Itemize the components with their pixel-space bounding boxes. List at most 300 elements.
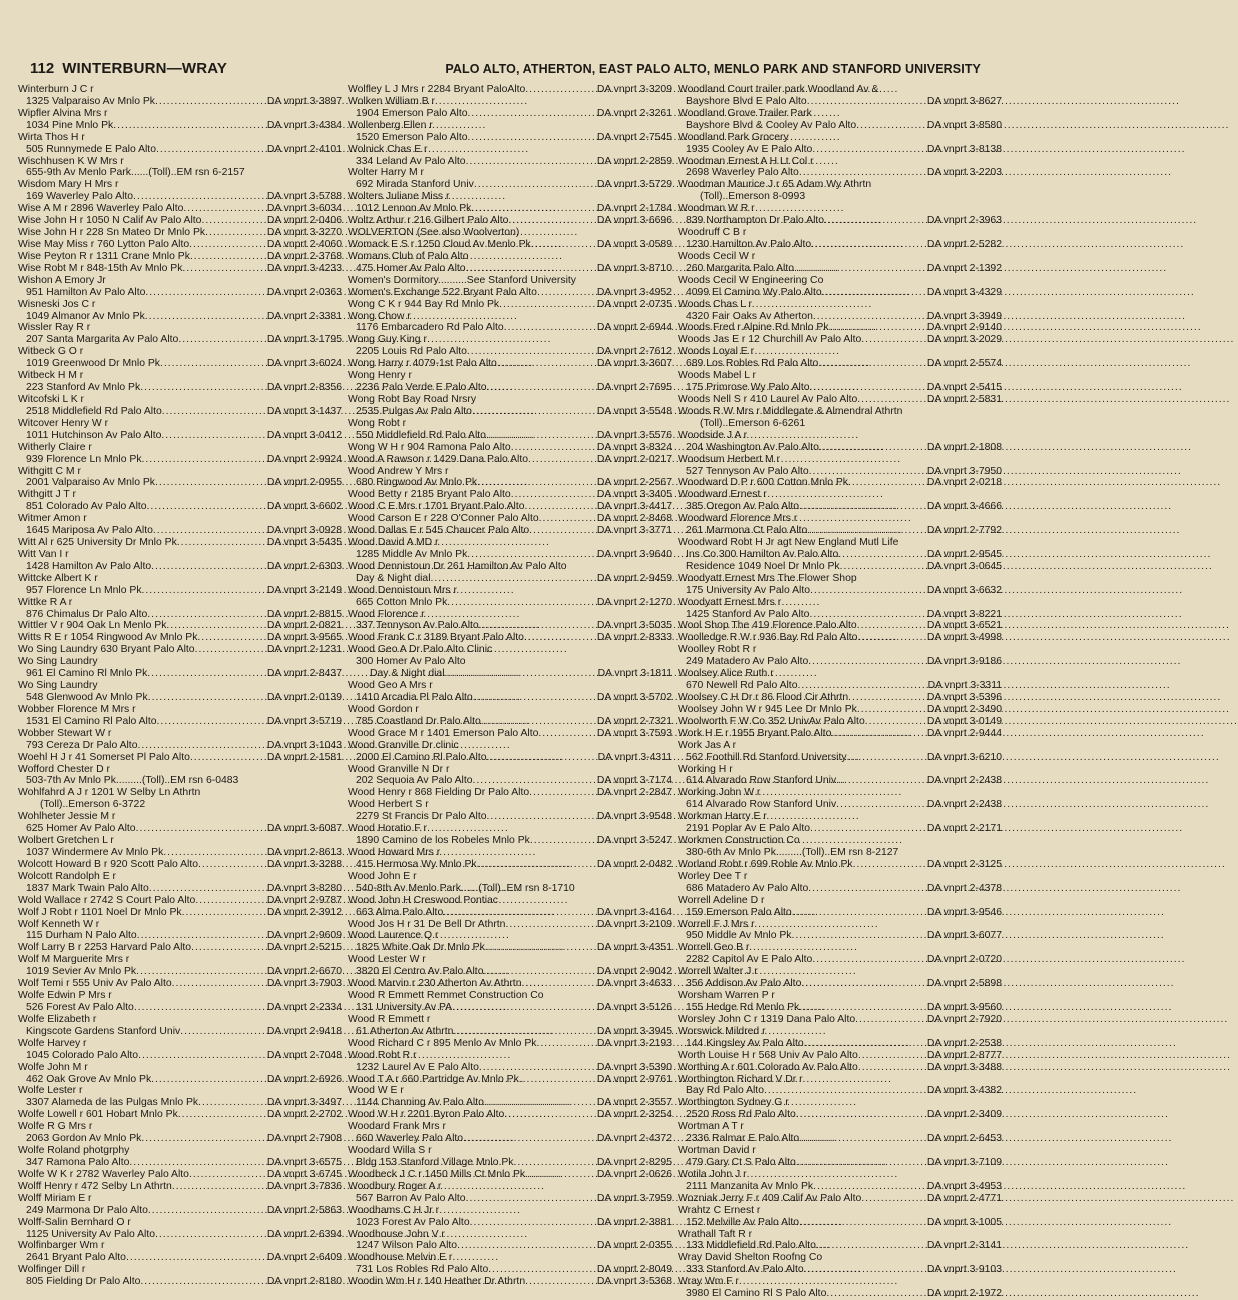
listing-text: Worth Louise H r 568 Univ Av Palo Alto [678, 1049, 858, 1061]
listing-row [678, 406, 1002, 418]
listing-text: 1125 University Av Palo Alto [26, 1228, 155, 1240]
phone-number: DA vnprt 3-4329 [926, 286, 1002, 298]
listing-row [678, 1121, 1002, 1133]
listing-text: Wolfe Harvey r [18, 1037, 87, 1049]
leader-dots [466, 156, 597, 168]
listing-text: Wood Geo A Dr Palo Alto Clinic [348, 644, 493, 656]
leader-dots [140, 382, 267, 394]
listing-text: 1935 Cooley Av E Palo Alto [686, 143, 813, 155]
leader-dots [524, 632, 597, 644]
listing-text: Woodyatt Ernest Mrs r [678, 596, 782, 608]
listing-text: Woodman W R r [678, 203, 755, 215]
phone-number: DA vnprt 3-5548 [596, 405, 672, 417]
listing-text: Woodman Maurice J r 65 Adam Wy Athrtn [678, 179, 872, 191]
leader-dots [198, 859, 267, 871]
phone-number: DA vnprt 3-7959 [596, 1192, 672, 1204]
listing-row [678, 96, 1002, 108]
listing-text: Wolff-Salin Bernhard O r [18, 1216, 131, 1228]
listing-text: Wolter Harry M r [348, 167, 425, 179]
listing-text: Wolfe John M r [18, 1061, 88, 1073]
leader-dots [525, 1169, 597, 1181]
listing-text: Wishon A Emory Jr [18, 274, 106, 286]
leader-dots [855, 1014, 927, 1026]
listing-row [348, 859, 672, 871]
listing-row [678, 1085, 1002, 1097]
leader-dots [809, 609, 926, 621]
listing-text: 202 Sequoia Av Palo Alto [356, 775, 473, 787]
listing-row [18, 549, 342, 561]
listing-text: Wolff Miriam E r [18, 1192, 92, 1204]
listing-text: Work H E r 1955 Bryant Palo Alto [678, 727, 832, 739]
phone-number: DA vnprt 3-4164 [596, 906, 672, 918]
listing-text: 1019 Greenwood Dr Mnlo Pk [26, 358, 160, 370]
leader-dots [519, 1074, 597, 1086]
leader-dots [529, 787, 597, 799]
listing-row [18, 668, 342, 680]
listing-row [678, 1002, 1002, 1014]
phone-number: DA vnprt 2-9140 [926, 322, 1002, 334]
listing-text: Womans Club of Palo Alto [348, 250, 469, 262]
listing-text: Wissler Ray R r [18, 322, 91, 334]
listing-row [678, 1026, 1002, 1038]
listing-row [348, 728, 672, 740]
phone-number: DA vnprt 2-0955 [266, 477, 342, 489]
leader-dots [443, 907, 597, 919]
phone-number: DA vnprt 3-3270 [266, 227, 342, 239]
leader-dots [147, 609, 267, 621]
listing-text: Women's Dormitory..........See Stanford University [348, 274, 576, 286]
listing-row [678, 191, 1002, 203]
listing-row [678, 442, 1002, 454]
listing-row [18, 489, 342, 501]
phone-number: DA vnprt 3-9548 [596, 811, 672, 823]
leader-dots [142, 454, 267, 466]
listing-row [18, 597, 342, 609]
directory-column-2 [348, 84, 672, 1288]
listing-row [18, 1026, 342, 1038]
listing-text: Wood A Rawson r 1429 Dana Palo Alto [348, 453, 529, 465]
phone-number: DA vnprt 3-9186 [926, 656, 1002, 668]
leader-dots [499, 299, 597, 311]
listing-text: Wolf J Robt r 1101 Noel Dr Mnlo Pk [18, 906, 182, 918]
listing-text: Wong Robt Bay Road Nrsry [348, 393, 477, 405]
listing-row [18, 477, 342, 489]
listing-text: 527 Tennyson Av Palo Alto [686, 465, 809, 477]
listing-text: 665 Cotton Mnlo Pk [356, 596, 448, 608]
listing-row [678, 1240, 1002, 1252]
listing-row [18, 513, 342, 525]
listing-row [18, 942, 342, 954]
listing-row [18, 251, 342, 263]
listing-text: 61 Atherton Av Athrtn [356, 1025, 454, 1037]
leader-dots [488, 1264, 597, 1276]
listing-row [18, 1121, 342, 1133]
listing-text: Woodland Park Grocery [678, 131, 789, 143]
listing-row [678, 215, 1002, 227]
listing-text: Wolbert Gretchen L r [18, 835, 114, 847]
listing-row [18, 287, 342, 299]
phone-number: DA vnprt 2-7321 [596, 715, 672, 727]
listing-text: Witcover Henry W r [18, 417, 109, 429]
leader-dots [824, 215, 927, 227]
phone-number: DA vnprt 3-5788 [266, 191, 342, 203]
listing-text: 159 Emerson Palo Alto [686, 906, 792, 918]
leader-dots [189, 239, 267, 251]
leader-dots [162, 406, 267, 418]
phone-number: DA vnprt 3-5390 [596, 1061, 672, 1073]
listing-text: Wood Carson E r 228 O'Conner Palo Alto [348, 513, 539, 525]
listing-row [18, 144, 342, 156]
listing-text: Wray David Shelton Roofng Co [678, 1252, 823, 1264]
listing-row [678, 740, 1002, 752]
listing-row [678, 358, 1002, 370]
listing-row [18, 191, 342, 203]
phone-number: DA vnprt 2-3963 [926, 215, 1002, 227]
listing-row [348, 311, 672, 323]
listing-text: 385 Oregon Av Palo Alto [686, 501, 800, 513]
phone-number: DA vnprt 2-1581 [266, 751, 342, 763]
listing-row [348, 752, 672, 764]
leader-dots [504, 1109, 597, 1121]
phone-number: DA vnprt 2-4101 [266, 143, 342, 155]
listing-text: Wise Peyton R r 1311 Crane Mnlo Pk [18, 250, 190, 262]
leader-dots [857, 704, 927, 716]
phone-number: DA vnprt 3-3405 [596, 489, 672, 501]
listing-text: 1023 Forest Av Palo Alto [356, 1216, 470, 1228]
phone-number: DA vnprt 3-3288 [266, 858, 342, 870]
listing-row [678, 525, 1002, 537]
listing-row [678, 919, 1002, 931]
listing-row [678, 1038, 1002, 1050]
listing-row [18, 692, 342, 704]
leader-dots [191, 942, 267, 954]
listing-text: Woltz Arthur r 216 Gilbert Palo Alto [348, 215, 509, 227]
listing-row [348, 883, 672, 895]
listing-text: 347 Ramona Palo Alto [26, 1156, 130, 1168]
leader-dots [861, 1193, 927, 1205]
listing-row [18, 311, 342, 323]
listing-text: Woodruff C B r [678, 227, 747, 239]
phone-number: DA vnprt 3-3771 [596, 525, 672, 537]
phone-number: DA vnprt 3-5126 [596, 1001, 672, 1013]
listing-text: 2282 Capitol Av E Palo Alto [686, 954, 813, 966]
listing-text: 614 Alvarado Row Stanford Univ [686, 799, 837, 811]
listing-row [678, 299, 1002, 311]
leader-dots [205, 227, 267, 239]
listing-text: Wong Chow r [348, 310, 411, 322]
listing-row [348, 215, 672, 227]
leader-dots [466, 1193, 597, 1205]
leader-dots [813, 1181, 927, 1193]
listing-row [678, 1288, 1002, 1300]
listing-text: Wood Frank C r 3189 Bryant Palo Alto [348, 632, 524, 644]
leader-dots [858, 1062, 927, 1074]
listing-row [348, 96, 672, 108]
listing-text: Wood Jos H r 31 De Bell Dr Athrtn [348, 918, 506, 930]
listing-row [18, 1264, 342, 1276]
listing-row [348, 620, 672, 632]
listing-text: 689 Los Robles Rd Palo Alto [686, 358, 819, 370]
listing-row [348, 692, 672, 704]
leader-dots [172, 978, 267, 990]
leader-dots [147, 501, 267, 513]
listing-text: Woodbury Roger A r [348, 1180, 442, 1192]
listing-row [348, 191, 672, 203]
listing-row [678, 1062, 1002, 1074]
leader-dots [147, 668, 267, 680]
listing-text: 957 Florence Ln Mnlo Pk [26, 584, 142, 596]
listing-text: 1012 Lennon Av Mnlo Pk [356, 203, 472, 215]
listing-text: Wolfinger Dill r [18, 1264, 86, 1276]
listing-text: Wood Gordon r [348, 703, 419, 715]
leader-dots [804, 1038, 927, 1050]
listing-row [18, 919, 342, 931]
listing-text: Wolfe Edwin P Mrs r [18, 990, 112, 1002]
phone-number: DA vnprt 3-4633 [596, 978, 672, 990]
leader-dots [133, 191, 267, 203]
phone-number: DA vnprt 3-5719 [266, 715, 342, 727]
listing-text: Wittler V r 904 Oak Ln Menlo Pk [18, 620, 167, 632]
phone-number: DA vnprt 3-9560 [926, 1001, 1002, 1013]
phone-number: DA vnprt 2-0218 [926, 477, 1002, 489]
listing-text: 1247 Wilson Palo Alto [356, 1240, 458, 1252]
phone-number: DA vnprt 2-3768 [266, 250, 342, 262]
listing-row [348, 454, 672, 466]
listing-text: Worsley John C r 1319 Dana Palo Alto [678, 1013, 856, 1025]
phone-number: DA vnprt 3-4384 [266, 119, 342, 131]
listing-row [18, 275, 342, 287]
listing-text: Wise A M r 2896 Waverley Palo Alto [18, 203, 184, 215]
listing-text: 655-9th Av Menlo Park......(Toll)..EM rsn 6-2157 [26, 167, 245, 179]
leader-dots [792, 907, 927, 919]
listing-text: Worswick Mildred r [678, 1025, 766, 1037]
listing-row [678, 597, 1002, 609]
phone-number: DA vnprt 2-3381 [266, 310, 342, 322]
listing-text: 2535 Pulgas Av Palo Alto [356, 405, 472, 417]
listing-text: Woods Cecil W r [678, 250, 756, 262]
listing-row [18, 573, 342, 585]
listing-row [18, 322, 342, 334]
leader-dots [195, 895, 267, 907]
listing-row [678, 108, 1002, 120]
listing-row [348, 919, 672, 931]
leader-dots [521, 978, 596, 990]
leader-dots [497, 358, 597, 370]
listing-text: 1531 El Camino Rl Palo Alto [26, 715, 157, 727]
listing-row [18, 1205, 342, 1217]
listing-text: Wise Robt M r 848-15th Av Mnlo Pk [18, 262, 183, 274]
listing-text: 526 Forest Av Palo Alto [26, 1001, 134, 1013]
listing-text: 550 Middlefield Rd Palo Alto [356, 429, 486, 441]
phone-number: DA vnprt 3-2029 [926, 334, 1002, 346]
leader-dots [857, 620, 927, 632]
listing-row [678, 1014, 1002, 1026]
phone-number: DA vnprt 2-5215 [266, 942, 342, 954]
listing-text: Witt Al r 625 University Dr Mnlo Pk [18, 537, 177, 549]
phone-number: DA vnprt 3-6077 [926, 930, 1002, 942]
phone-number: DA vnprt 2-3881 [596, 1216, 672, 1228]
leader-dots [182, 263, 267, 275]
leader-dots [163, 847, 267, 859]
listing-row [348, 1085, 672, 1097]
phone-number: DA vnprt 3-8324 [596, 441, 672, 453]
phone-number: DA vnprt 2-9444 [926, 727, 1002, 739]
leader-dots [155, 477, 267, 489]
listing-text: Wolfe Lowell r 601 Hobart Mnlo Pk [18, 1109, 178, 1121]
listing-row [348, 1097, 672, 1109]
listing-row [18, 799, 342, 811]
listing-row [348, 716, 672, 728]
listing-row [678, 418, 1002, 430]
listing-text: 333 Stanford Av Palo Alto [686, 1264, 804, 1276]
leader-dots [467, 132, 596, 144]
listing-text: 175 Primrose Wy Palo Alto [686, 382, 810, 394]
phone-number: DA vnprt 2-2567 [596, 477, 672, 489]
listing-text: Woods Chas L r [678, 298, 752, 310]
listing-text: Wood Herbert S r [348, 799, 429, 811]
listing-row [348, 442, 672, 454]
leader-dots [198, 1097, 267, 1109]
listing-row [18, 442, 342, 454]
phone-number: DA vnprt 2-0626 [596, 1168, 672, 1180]
listing-text: Wolfe Roland photgrphy [18, 1145, 130, 1157]
listing-text: Wood W H r 2201 Byron Palo Alto [348, 1109, 505, 1121]
listing-text: 1232 Laurel Av E Palo Alto [356, 1061, 479, 1073]
listing-text: Wood Laurence Q r [348, 930, 439, 942]
phone-number: DA vnprt 3-1005 [926, 1216, 1002, 1228]
phone-number: DA vnprt 2-7545 [596, 131, 672, 143]
listing-text: 415 Hermosa Wy Mnlo Pk [356, 858, 477, 870]
leader-dots [487, 752, 598, 764]
listing-row [678, 1205, 1002, 1217]
phone-number: DA vnprt 2-0735 [596, 298, 672, 310]
listing-text: Wolken William B r [348, 95, 435, 107]
listing-row [18, 1252, 342, 1264]
leader-dots [848, 477, 927, 489]
phone-number: DA vnprt 3-3497 [266, 1097, 342, 1109]
listing-row [678, 454, 1002, 466]
leader-dots [792, 930, 927, 942]
listing-row [18, 466, 342, 478]
leader-dots [470, 1217, 597, 1229]
leader-dots [157, 716, 267, 728]
leader-dots [161, 430, 267, 442]
listing-row [678, 954, 1002, 966]
listing-text: 152 Melville Av Palo Alto [686, 1216, 800, 1228]
leader-dots [172, 1181, 267, 1193]
listing-row [348, 1169, 672, 1181]
listing-text: Wood John H Creswood Pontiac [348, 894, 498, 906]
listing-row [18, 847, 342, 859]
listing-row [348, 167, 672, 179]
listing-row [348, 1121, 672, 1133]
listing-text: Wolf Temi r 555 Univ Av Palo Alto [18, 978, 172, 990]
listing-text: Wolfe R G Mrs r [18, 1121, 93, 1133]
listing-row [348, 954, 672, 966]
listing-text: 337 Tennyson Av Palo Alto [356, 620, 479, 632]
listing-text: 505 Runnymede E Palo Alto [26, 143, 156, 155]
leader-dots [197, 632, 266, 644]
listing-row [18, 978, 342, 990]
listing-row [678, 859, 1002, 871]
listing-text: Wortman David r [678, 1145, 756, 1157]
leader-dots [474, 179, 597, 191]
listing-row [348, 823, 672, 835]
leader-dots [819, 442, 927, 454]
listing-row [18, 525, 342, 537]
listing-text: Workman Harry E r [678, 811, 767, 823]
listing-row [18, 1157, 342, 1169]
listing-row [18, 1145, 342, 1157]
leader-dots [764, 1085, 927, 1097]
phone-number: DA vnprt 2-2702 [266, 1109, 342, 1121]
listing-text: Wolnick Chas E r [348, 143, 428, 155]
listing-text: Wobber Stewart W r [18, 727, 112, 739]
listing-text: Residence 1049 Noel Dr Mnlo Pk [686, 560, 840, 572]
leader-dots [129, 1157, 267, 1169]
leader-dots [794, 263, 927, 275]
phone-number: DA vnprt 3-3311 [927, 680, 1002, 692]
listing-text: Witherly Claire r [18, 441, 92, 453]
phone-number: DA vnprt 3-5368 [596, 1276, 672, 1288]
listing-text: Woodbeck J C r 1450 Mills Ct Mnlo Pk [348, 1168, 526, 1180]
listing-row [348, 430, 672, 442]
listing-text: 169 Waverley Palo Alto [26, 191, 134, 203]
listing-row [18, 1085, 342, 1097]
listing-text: 300 Homer Av Palo Alto [356, 656, 466, 668]
listing-row [678, 787, 1002, 799]
phone-number: DA vnprt 2-8180 [266, 1276, 342, 1288]
leader-dots [447, 597, 597, 609]
listing-text: Wofford Chester D r [18, 763, 111, 775]
leader-dots [857, 394, 927, 406]
phone-number: DA vnprt 3-1437 [266, 405, 342, 417]
listing-text: 951 Hamilton Av Palo Alto [26, 286, 146, 298]
listing-row [678, 656, 1002, 668]
phone-number: DA vnprt 3-0589 [596, 238, 672, 250]
listing-text: Working John W r [678, 787, 761, 799]
listing-row [678, 489, 1002, 501]
listing-text: 503-7th Av Mnlo Pk.........(Toll)..EM rsn 6-0483 [26, 775, 239, 787]
phone-number: DA vnprt 3-9103 [926, 1264, 1002, 1276]
leader-dots [807, 96, 927, 108]
listing-text: 1049 Almanor Av Mnlo Pk [26, 310, 145, 322]
leader-dots [149, 883, 267, 895]
leader-dots [826, 1288, 927, 1300]
listing-text: 260 Margarita Palo Alto [686, 262, 795, 274]
listing-row [18, 871, 342, 883]
listing-text: Wirta Thos H r [18, 131, 85, 143]
listing-row [678, 609, 1002, 621]
listing-row [678, 1109, 1002, 1121]
listing-text: Wolfe Elizabeth r [18, 1013, 97, 1025]
listing-text: Working H r [678, 763, 733, 775]
listing-text: 462 Oak Grove Av Mnlo Pk [26, 1073, 152, 1085]
leader-dots [484, 1097, 597, 1109]
listing-row [678, 382, 1002, 394]
listing-row [678, 1276, 1002, 1288]
listing-text: Woehl H J r 41 Somerset Pl Palo Alto [18, 751, 190, 763]
listing-text: Witts R E r 1054 Ringwood Av Mnlo Pk [18, 632, 198, 644]
listing-text: Wood Geo A Mrs r [348, 680, 433, 692]
phone-number: DA vnprt 2-4060 [266, 238, 342, 250]
listing-row [348, 358, 672, 370]
listing-text: (Toll)..Emerson 6-3722 [40, 799, 146, 811]
leader-dots [829, 322, 927, 334]
phone-number: DA vnprt 3-2193 [596, 1037, 672, 1049]
phone-number: DA vnprt 2-1808 [926, 441, 1002, 453]
listing-text: Kingscote Gardens Stanford Univ [26, 1025, 181, 1037]
